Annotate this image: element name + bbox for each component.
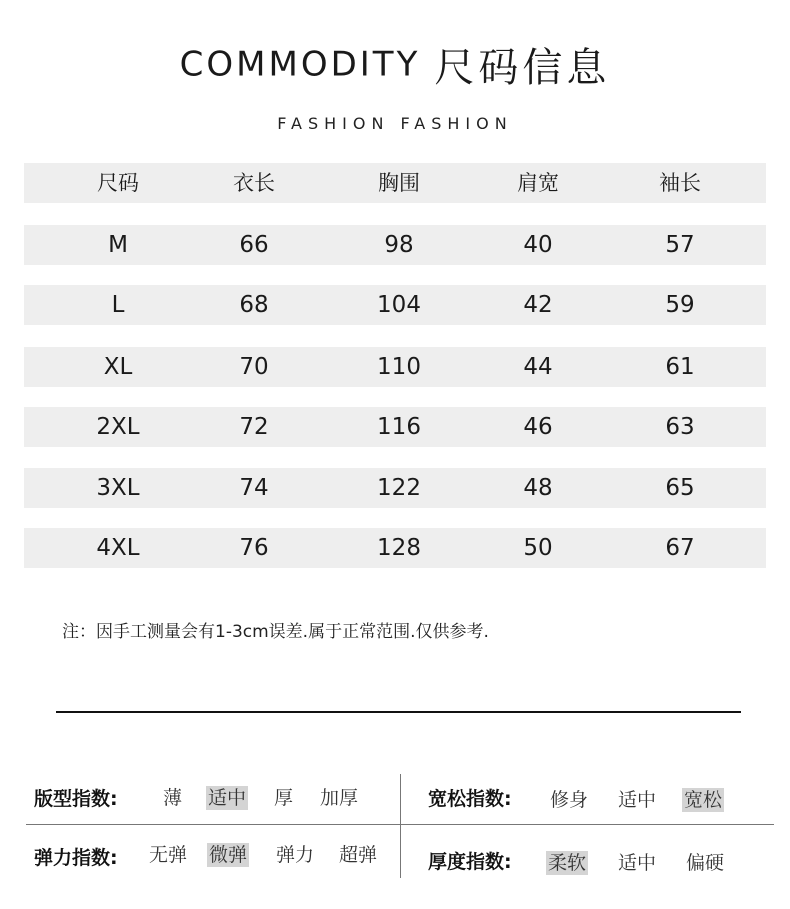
- elasticity-index-label: 弹力指数:: [34, 847, 118, 869]
- cell-length: 66: [239, 232, 269, 258]
- cell-shoulder: 46: [523, 414, 553, 440]
- cell-size: M: [108, 232, 128, 258]
- cell-size: 2XL: [96, 414, 140, 440]
- looseness-option: 修身: [550, 789, 589, 811]
- cell-sleeve: 59: [665, 292, 695, 318]
- cell-shoulder: 44: [523, 354, 553, 380]
- elasticity-option: 无弹: [149, 844, 188, 866]
- thickness-index-label: 厚度指数:: [428, 851, 512, 873]
- cell-chest: 98: [384, 232, 414, 258]
- thickness-option: 柔软: [548, 852, 587, 874]
- table-row: [24, 468, 766, 508]
- section-divider: [56, 711, 741, 713]
- fit-index-label: 版型指数:: [34, 788, 118, 810]
- fit-option: 厚: [274, 787, 294, 809]
- fit-option: 适中: [208, 787, 247, 809]
- cell-chest: 110: [377, 354, 421, 380]
- cell-chest: 122: [377, 475, 421, 501]
- looseness-option: 适中: [618, 789, 657, 811]
- table-row: [24, 407, 766, 447]
- subtitle: FASHION FASHION: [277, 114, 513, 133]
- column-header-sleeve: 袖长: [659, 171, 701, 195]
- cell-size: 4XL: [96, 535, 140, 561]
- cell-size: XL: [103, 354, 133, 380]
- fit-option: 加厚: [320, 787, 359, 809]
- column-header-length: 衣长: [233, 171, 275, 195]
- cell-sleeve: 63: [665, 414, 695, 440]
- cell-length: 76: [239, 535, 269, 561]
- cell-sleeve: 65: [665, 475, 695, 501]
- page-title: [0, 36, 790, 93]
- cell-chest: 116: [377, 414, 421, 440]
- cell-sleeve: 61: [665, 354, 695, 380]
- cell-shoulder: 40: [523, 232, 553, 258]
- cell-shoulder: 42: [523, 292, 553, 318]
- cell-shoulder: 50: [523, 535, 553, 561]
- thickness-option: 偏硬: [686, 852, 725, 874]
- column-header-shoulder: 肩宽: [517, 171, 559, 195]
- looseness-index-label: 宽松指数:: [428, 788, 512, 810]
- elasticity-option: 微弹: [209, 844, 248, 866]
- cell-chest: 128: [377, 535, 421, 561]
- table-row: [24, 225, 766, 265]
- table-row: [24, 528, 766, 568]
- cell-size: L: [111, 292, 125, 318]
- title-chinese: 尺码信息: [434, 45, 611, 91]
- column-header-chest: 胸围: [378, 171, 420, 195]
- fit-option: 薄: [163, 787, 183, 809]
- column-header-size: 尺码: [97, 171, 139, 195]
- cell-sleeve: 57: [665, 232, 695, 258]
- measurement-note: 注：因手工测量会有1-3cm误差.属于正常范围.仅供参考.: [62, 622, 489, 642]
- table-header-row: [24, 163, 766, 203]
- elasticity-option: 超弹: [339, 844, 378, 866]
- cell-sleeve: 67: [665, 535, 695, 561]
- grid-vertical-divider: [400, 774, 401, 878]
- title-english: COMMODITY: [179, 44, 421, 85]
- index-grid: [0, 770, 790, 880]
- looseness-option: 宽松: [684, 789, 723, 811]
- cell-length: 72: [239, 414, 269, 440]
- cell-size: 3XL: [96, 475, 140, 501]
- table-row: [24, 347, 766, 387]
- cell-length: 74: [239, 475, 269, 501]
- table-row: [24, 285, 766, 325]
- cell-shoulder: 48: [523, 475, 553, 501]
- thickness-option: 适中: [618, 852, 657, 874]
- cell-length: 70: [239, 354, 269, 380]
- cell-length: 68: [239, 292, 269, 318]
- cell-chest: 104: [377, 292, 421, 318]
- elasticity-option: 弹力: [276, 844, 315, 866]
